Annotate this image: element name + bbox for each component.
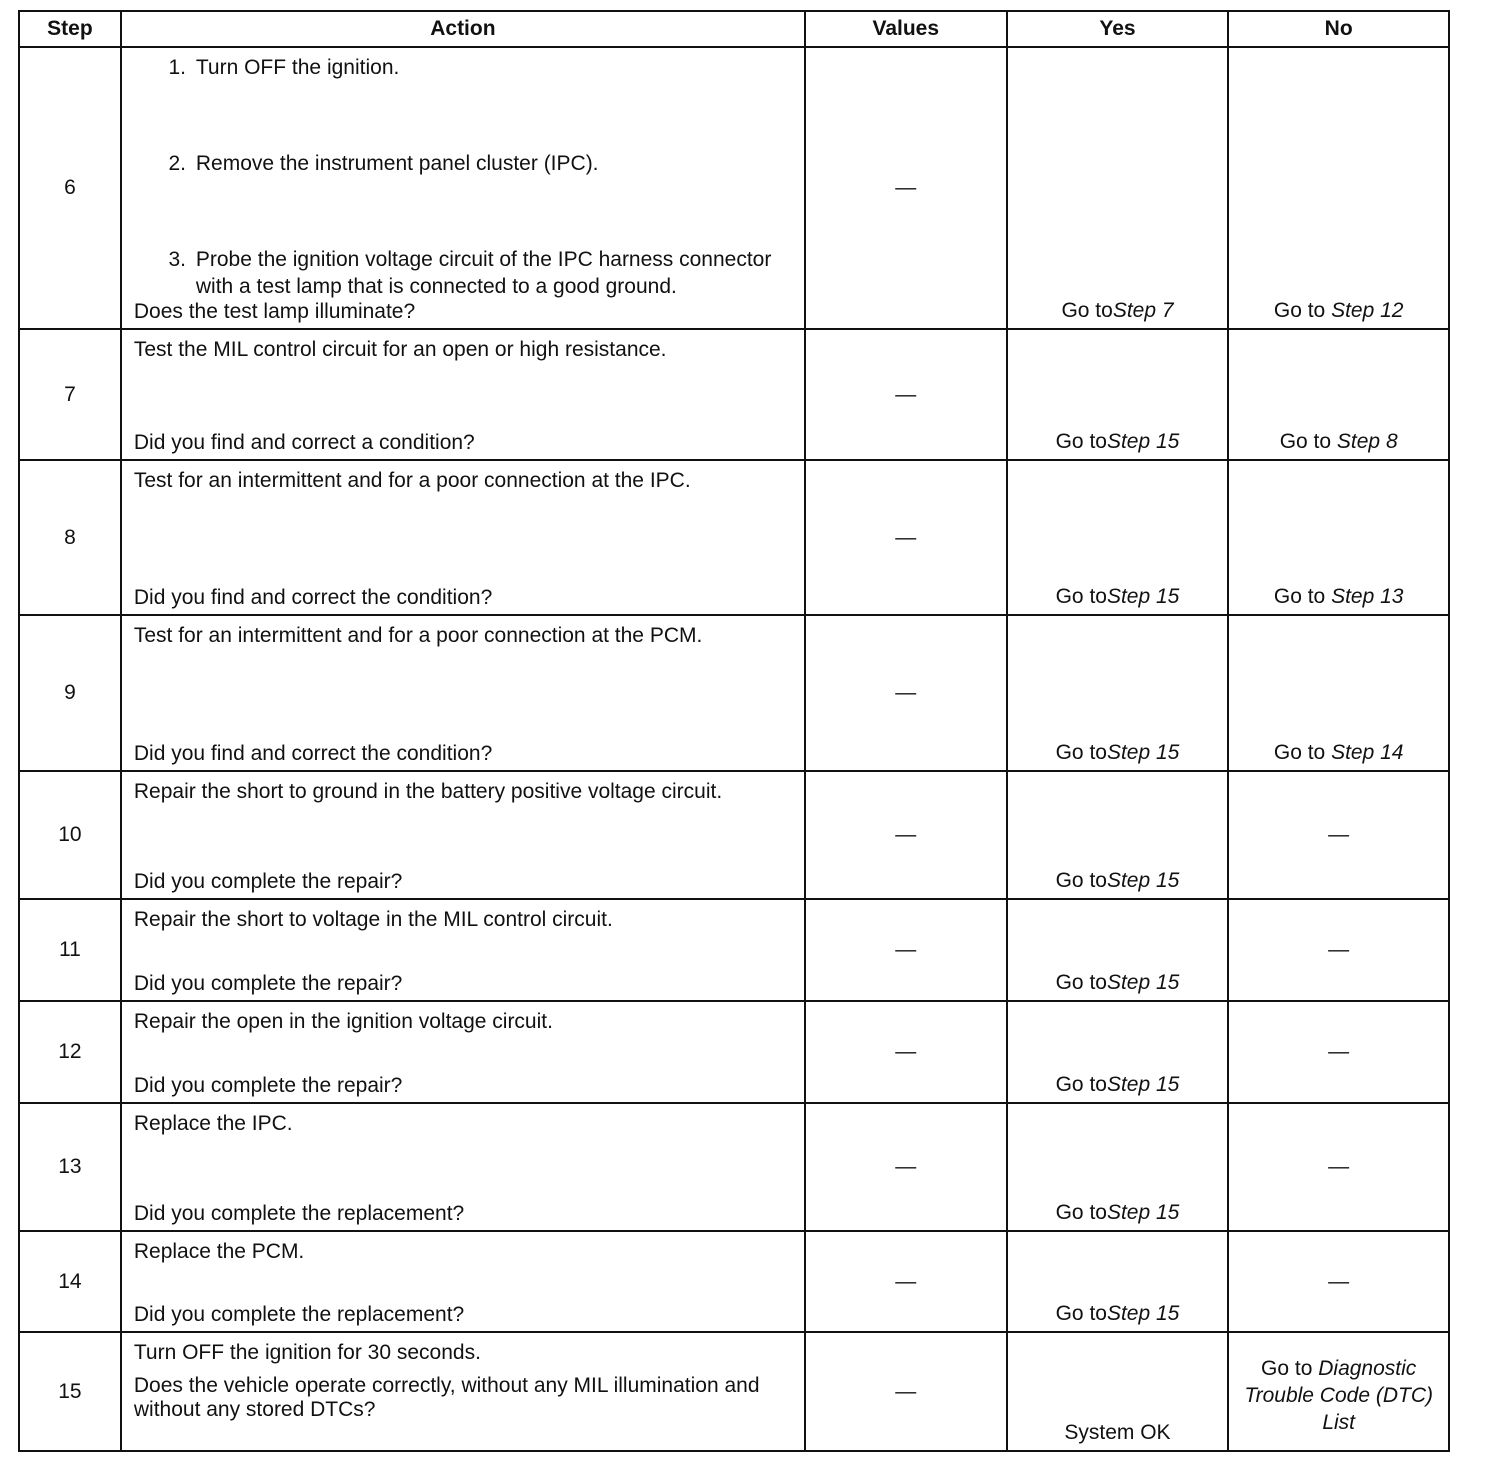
no-cell bbox=[1227, 48, 1448, 328]
values-cell: — bbox=[804, 1002, 1006, 1102]
action-text: Repair the open in the ignition voltage circuit. bbox=[133, 1010, 553, 1033]
action-question: Did you complete the repair? bbox=[133, 1074, 403, 1097]
yes-step-link: Step 7 bbox=[1112, 299, 1174, 322]
yes-step-link: Step 15 bbox=[1106, 1302, 1180, 1325]
action-text: Test for an intermittent and for a poor connection at the IPC. bbox=[133, 469, 691, 492]
yes-prefix: Go to bbox=[1055, 869, 1107, 892]
step-number: 10 bbox=[58, 823, 82, 846]
action-text: Repair the short to ground in the battery positive voltage circuit. bbox=[133, 780, 723, 803]
no-step-link: Step 14 bbox=[1331, 741, 1404, 764]
no-cell: — bbox=[1227, 1232, 1448, 1331]
values-cell: — bbox=[804, 772, 1006, 898]
values-cell: — bbox=[804, 900, 1006, 1000]
action-question: Does the test lamp illuminate? bbox=[133, 300, 416, 323]
yes-cell bbox=[1006, 1333, 1228, 1450]
yes-cell bbox=[1006, 772, 1228, 898]
yes-cell bbox=[1006, 1104, 1228, 1230]
yes-prefix: Go to bbox=[1055, 1201, 1107, 1224]
step-number: 12 bbox=[58, 1040, 82, 1063]
action-question: Did you find and correct the condition? bbox=[133, 742, 493, 765]
yes-text: System OK bbox=[1064, 1421, 1171, 1444]
no-cell bbox=[1227, 461, 1448, 614]
no-cell: — bbox=[1227, 772, 1448, 898]
action-text: Repair the short to voltage in the MIL control circuit. bbox=[133, 908, 613, 931]
header-values: Values bbox=[804, 12, 1006, 46]
no-step-link: Step 13 bbox=[1331, 585, 1404, 608]
values-cell: — bbox=[804, 1333, 1006, 1450]
action-cell bbox=[120, 616, 804, 770]
action-cell bbox=[120, 1232, 804, 1331]
yes-cell bbox=[1006, 900, 1228, 1000]
diagnostic-table bbox=[18, 10, 1450, 1452]
header-no: No bbox=[1227, 12, 1448, 46]
action-cell bbox=[120, 900, 804, 1000]
step-number: 7 bbox=[64, 382, 76, 406]
no-cell: — bbox=[1227, 1104, 1448, 1230]
action-cell bbox=[120, 1104, 804, 1230]
values-cell: — bbox=[804, 616, 1006, 770]
table-row bbox=[20, 459, 1448, 614]
action-text: Turn OFF the ignition for 30 seconds. bbox=[133, 1341, 481, 1364]
no-cell: — bbox=[1227, 900, 1448, 1000]
action-question: Did you find and correct the condition? bbox=[133, 586, 493, 609]
values-cell: — bbox=[804, 1232, 1006, 1331]
table-row bbox=[20, 328, 1448, 459]
no-content bbox=[1274, 739, 1404, 766]
no-cell: — bbox=[1227, 1002, 1448, 1102]
action-text: Test the MIL control circuit for an open or high resistance. bbox=[133, 338, 667, 361]
step-number: 8 bbox=[64, 525, 76, 549]
table-row bbox=[20, 1000, 1448, 1102]
yes-step-link: Step 15 bbox=[1106, 971, 1180, 994]
action-question: Does the vehicle operate correctly, without any MIL illumination and without any stored DTCs? bbox=[133, 1374, 760, 1421]
action-question: Did you complete the repair? bbox=[133, 972, 403, 995]
no-prefix: Go to bbox=[1273, 299, 1332, 322]
action-question: Did you complete the replacement? bbox=[133, 1303, 465, 1326]
action-question: Did you find and correct a condition? bbox=[133, 431, 475, 454]
yes-prefix: Go to bbox=[1055, 430, 1107, 453]
yes-prefix: Go to bbox=[1055, 1073, 1107, 1096]
values-cell: — bbox=[804, 330, 1006, 459]
header-step: Step bbox=[47, 17, 93, 40]
yes-prefix: Go to bbox=[1055, 1302, 1107, 1325]
table-row bbox=[20, 46, 1448, 328]
action-cell bbox=[120, 330, 804, 459]
table-row bbox=[20, 1230, 1448, 1331]
table-header bbox=[20, 12, 1448, 46]
action-text: Replace the IPC. bbox=[133, 1112, 293, 1135]
yes-cell bbox=[1006, 1002, 1228, 1102]
no-prefix: Go to bbox=[1279, 430, 1337, 453]
table-row bbox=[20, 1331, 1448, 1450]
action-text: Replace the PCM. bbox=[133, 1240, 305, 1263]
action-cell bbox=[120, 1002, 804, 1102]
no-step-link: Step 8 bbox=[1336, 430, 1398, 453]
no-cell bbox=[1227, 616, 1448, 770]
yes-prefix: Go to bbox=[1055, 741, 1107, 764]
no-content bbox=[1239, 1355, 1439, 1446]
table-row bbox=[20, 1102, 1448, 1230]
action-item: 1. Turn OFF the ignition. bbox=[192, 54, 792, 81]
no-cell bbox=[1227, 1333, 1448, 1450]
action-item: 2. Remove the instrument panel cluster (IPC). bbox=[192, 150, 792, 177]
step-number: 15 bbox=[58, 1379, 82, 1403]
no-content bbox=[1280, 428, 1398, 455]
step-number: 14 bbox=[58, 1269, 82, 1293]
table-row bbox=[20, 770, 1448, 898]
no-content bbox=[1274, 297, 1404, 324]
yes-cell bbox=[1006, 330, 1228, 459]
yes-prefix: Go to bbox=[1061, 299, 1113, 322]
no-content bbox=[1274, 583, 1404, 610]
yes-step-link: Step 15 bbox=[1106, 430, 1180, 453]
header-action: Action bbox=[120, 12, 804, 46]
yes-prefix: Go to bbox=[1055, 585, 1107, 608]
yes-step-link: Step 15 bbox=[1106, 869, 1180, 892]
yes-step-link: Step 15 bbox=[1106, 1201, 1180, 1224]
values-cell: — bbox=[804, 1104, 1006, 1230]
header-yes: Yes bbox=[1006, 12, 1228, 46]
action-cell bbox=[120, 48, 804, 328]
yes-cell bbox=[1006, 461, 1228, 614]
no-step-link: Step 12 bbox=[1331, 299, 1404, 322]
action-cell bbox=[120, 772, 804, 898]
yes-step-link: Step 15 bbox=[1106, 741, 1180, 764]
values-cell: — bbox=[804, 48, 1006, 328]
action-text: Test for an intermittent and for a poor connection at the PCM. bbox=[133, 624, 703, 647]
yes-prefix: Go to bbox=[1055, 971, 1107, 994]
yes-cell bbox=[1006, 1232, 1228, 1331]
step-number: 11 bbox=[59, 938, 81, 961]
no-prefix: Go to bbox=[1273, 741, 1332, 764]
no-cell bbox=[1227, 330, 1448, 459]
action-question: Did you complete the replacement? bbox=[133, 1202, 465, 1225]
action-item: 3. Probe the ignition voltage circuit of the IPC harness connector with a test lamp that is connected to a good ground. bbox=[192, 246, 792, 300]
action-cell bbox=[120, 461, 804, 614]
yes-cell bbox=[1006, 616, 1228, 770]
step-number: 6 bbox=[64, 176, 76, 199]
table-row bbox=[20, 898, 1448, 1000]
action-list bbox=[134, 54, 792, 300]
yes-step-link: Step 15 bbox=[1106, 1073, 1180, 1096]
step-number: 9 bbox=[64, 681, 76, 704]
no-prefix: Go to bbox=[1261, 1357, 1319, 1380]
yes-step-link: Step 15 bbox=[1106, 585, 1180, 608]
table-row bbox=[20, 614, 1448, 770]
action-cell bbox=[120, 1333, 804, 1450]
no-step-link: Diagnostic Trouble Code (DTC) List bbox=[1244, 1357, 1433, 1434]
step-number: 13 bbox=[58, 1155, 82, 1178]
no-prefix: Go to bbox=[1273, 585, 1332, 608]
values-cell: — bbox=[804, 461, 1006, 614]
action-question: Did you complete the repair? bbox=[133, 870, 403, 893]
yes-cell bbox=[1006, 48, 1228, 328]
